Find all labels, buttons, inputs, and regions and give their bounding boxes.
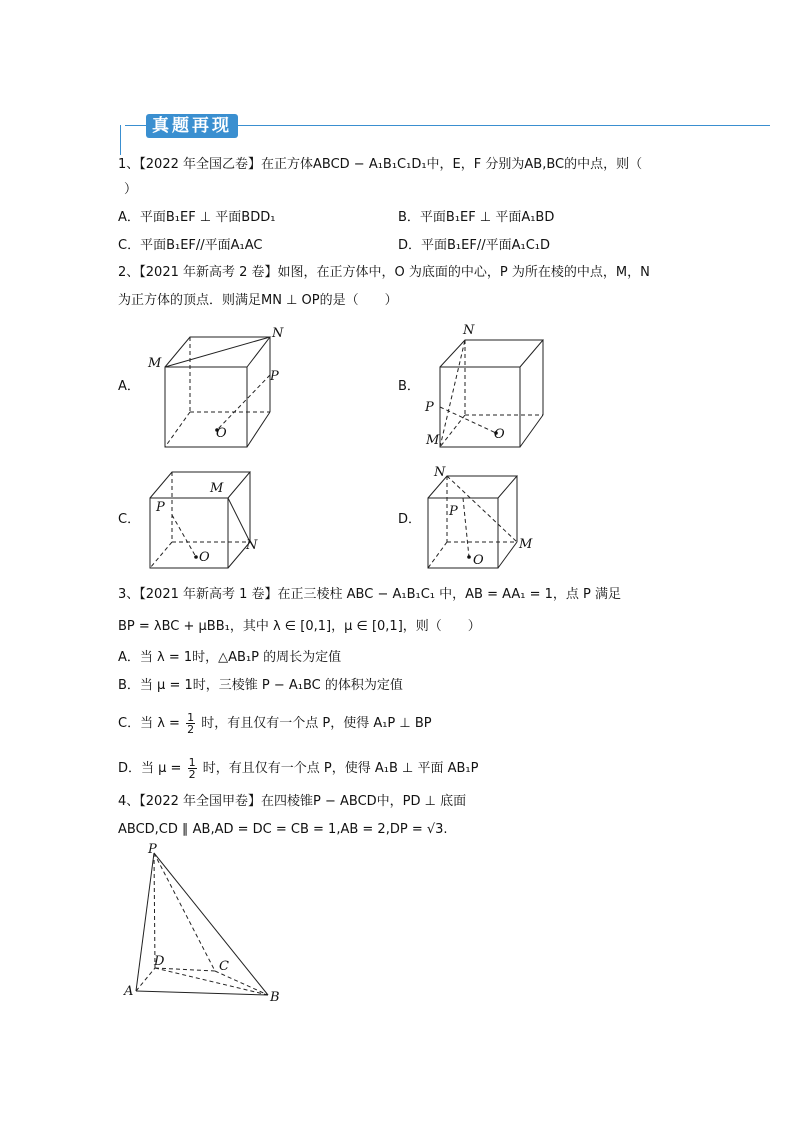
cube-figure-d (412, 460, 562, 575)
pyramid-label-c: C (219, 959, 229, 974)
cube-b-label-o: O (494, 427, 505, 442)
cube-c-label-o: O (199, 550, 210, 565)
cube-c-label-p: P (156, 500, 165, 515)
pyramid-label-b: B (270, 990, 280, 1005)
q2-label-b: B． (398, 379, 420, 394)
pyramid-edge-pb (154, 853, 268, 995)
q3-option-c-denominator: 2 (187, 723, 195, 736)
cube-d-bottom-right-edge (498, 542, 517, 568)
cube-a-hidden-left (165, 412, 190, 447)
pyramid-label-d: D (154, 954, 165, 969)
pyramid-label-a: A (124, 984, 134, 999)
cube-b-label-n: N (463, 323, 475, 338)
q3-option-a: A．当 λ = 1时，△AB₁P 的周长为定值 (118, 650, 342, 665)
cube-figure-c (132, 460, 282, 575)
q1-stem-line1: 1、【2022 年全国乙卷】在正方体ABCD − A₁B₁C₁D₁中，E，F 分别为AB,BC的中点，则（ (118, 157, 643, 172)
pyramid-label-p: P (148, 843, 157, 857)
cube-b-segment-op (440, 407, 496, 433)
cube-c-hidden-left (150, 542, 172, 568)
q3-option-c-numerator: 1 (187, 711, 195, 724)
cube-b-top-edges (440, 340, 543, 367)
cube-c-point-o (194, 555, 198, 559)
pyramid-edge-pd (154, 853, 155, 968)
q3-stem-line2: BP = λBC + μBB₁，其中 λ ∈ [0,1]，μ ∈ [0,1]，则（ ） (118, 619, 481, 634)
cube-b-bottom-right-edge (520, 415, 543, 447)
cube-a-segment-mn (165, 337, 270, 367)
cube-a-label-m: M (148, 356, 162, 371)
q2-label-d: D． (398, 512, 422, 527)
cube-d-label-n: N (434, 465, 446, 480)
q3-stem-line1: 3、【2021 年新高考 1 卷】在正三棱柱 ABC − A₁B₁C₁ 中，AB = AA₁ = 1，点 P 满足 (118, 587, 621, 602)
cube-a-label-o: O (216, 426, 227, 441)
cube-b-front-face (440, 367, 520, 447)
cube-a-bottom-right-edge (247, 412, 270, 447)
q4-stem-line1: 4、【2022 年全国甲卷】在四棱锥P − ABCD中，PD ⊥ 底面 (118, 794, 467, 809)
cube-b-segment-mn (440, 340, 465, 447)
q3-option-c-prefix: C．当 λ = (118, 716, 180, 731)
cube-figure-b (418, 320, 568, 450)
cube-b-label-m: M (426, 433, 440, 448)
q1-option-a: A．平面B₁EF ⊥ 平面BDD₁ (118, 210, 276, 225)
cube-a-front-face (165, 367, 247, 447)
cube-a-segment-op (217, 375, 270, 430)
cube-d-segment-op (463, 498, 469, 557)
q2-stem-line1: 2、【2021 年新高考 2 卷】如图，在正方体中，O 为底面的中心，P 为所在棱的中点，M，N (118, 265, 650, 280)
cube-d-label-m: M (519, 537, 533, 552)
q3-option-d-denominator: 2 (188, 768, 196, 781)
section-banner: 真题再现 (146, 114, 238, 138)
q2-label-a: A． (118, 379, 140, 394)
cube-d-point-o (467, 555, 471, 559)
cube-c-label-n: N (246, 538, 258, 553)
pyramid-edge-cb (215, 971, 268, 995)
cube-d-label-p: P (449, 504, 458, 519)
pyramid-figure (118, 843, 288, 1005)
q4-stem-line2: ABCD,CD ∥ AB,AD = DC = CB = 1,AB = 2,DP = √3. (118, 822, 448, 837)
q3-option-d-numerator: 1 (188, 756, 196, 769)
q3-option-d-suffix: 时，有且仅有一个点 P，使得 A₁B ⊥ 平面 AB₁P (202, 761, 479, 776)
q3-option-d-prefix: D．当 μ = (118, 761, 182, 776)
q2-stem-line2: 为正方体的顶点．则满足MN ⊥ OP的是（ ） (118, 293, 398, 308)
cube-d-hidden-left (428, 542, 447, 568)
pyramid-edge-ab (136, 991, 268, 995)
cube-figure-a (140, 325, 290, 455)
cube-a-label-n: N (272, 326, 284, 341)
q3-option-c (118, 712, 432, 735)
banner-tick (120, 125, 121, 155)
cube-d-label-o: O (473, 553, 484, 568)
q3-option-c-fraction (186, 712, 195, 735)
cube-a-label-p: P (270, 369, 279, 384)
q3-option-d-fraction (188, 757, 197, 780)
q1-option-d: D．平面B₁EF//平面A₁C₁D (398, 238, 550, 253)
cube-c-top-edges (150, 472, 250, 498)
cube-b-label-p: P (425, 400, 434, 415)
cube-d-front-face (428, 498, 498, 568)
q3-option-b: B．当 μ = 1时，三棱锥 P − A₁BC 的体积为定值 (118, 678, 403, 693)
q1-option-b: B．平面B₁EF ⊥ 平面A₁BD (398, 210, 555, 225)
q1-stem-line2: ） (124, 182, 138, 197)
q1-option-c: C．平面B₁EF//平面A₁AC (118, 238, 263, 253)
cube-c-label-m: M (210, 481, 224, 496)
q3-option-c-suffix: 时，有且仅有一个点 P，使得 A₁P ⊥ BP (201, 716, 432, 731)
q3-option-d (118, 757, 478, 780)
pyramid-edge-db (155, 968, 268, 995)
cube-c-segment-op (172, 515, 196, 557)
cube-c-segment-mn (228, 498, 250, 542)
q2-label-c: C． (118, 512, 141, 527)
pyramid-edge-pa (136, 853, 154, 991)
